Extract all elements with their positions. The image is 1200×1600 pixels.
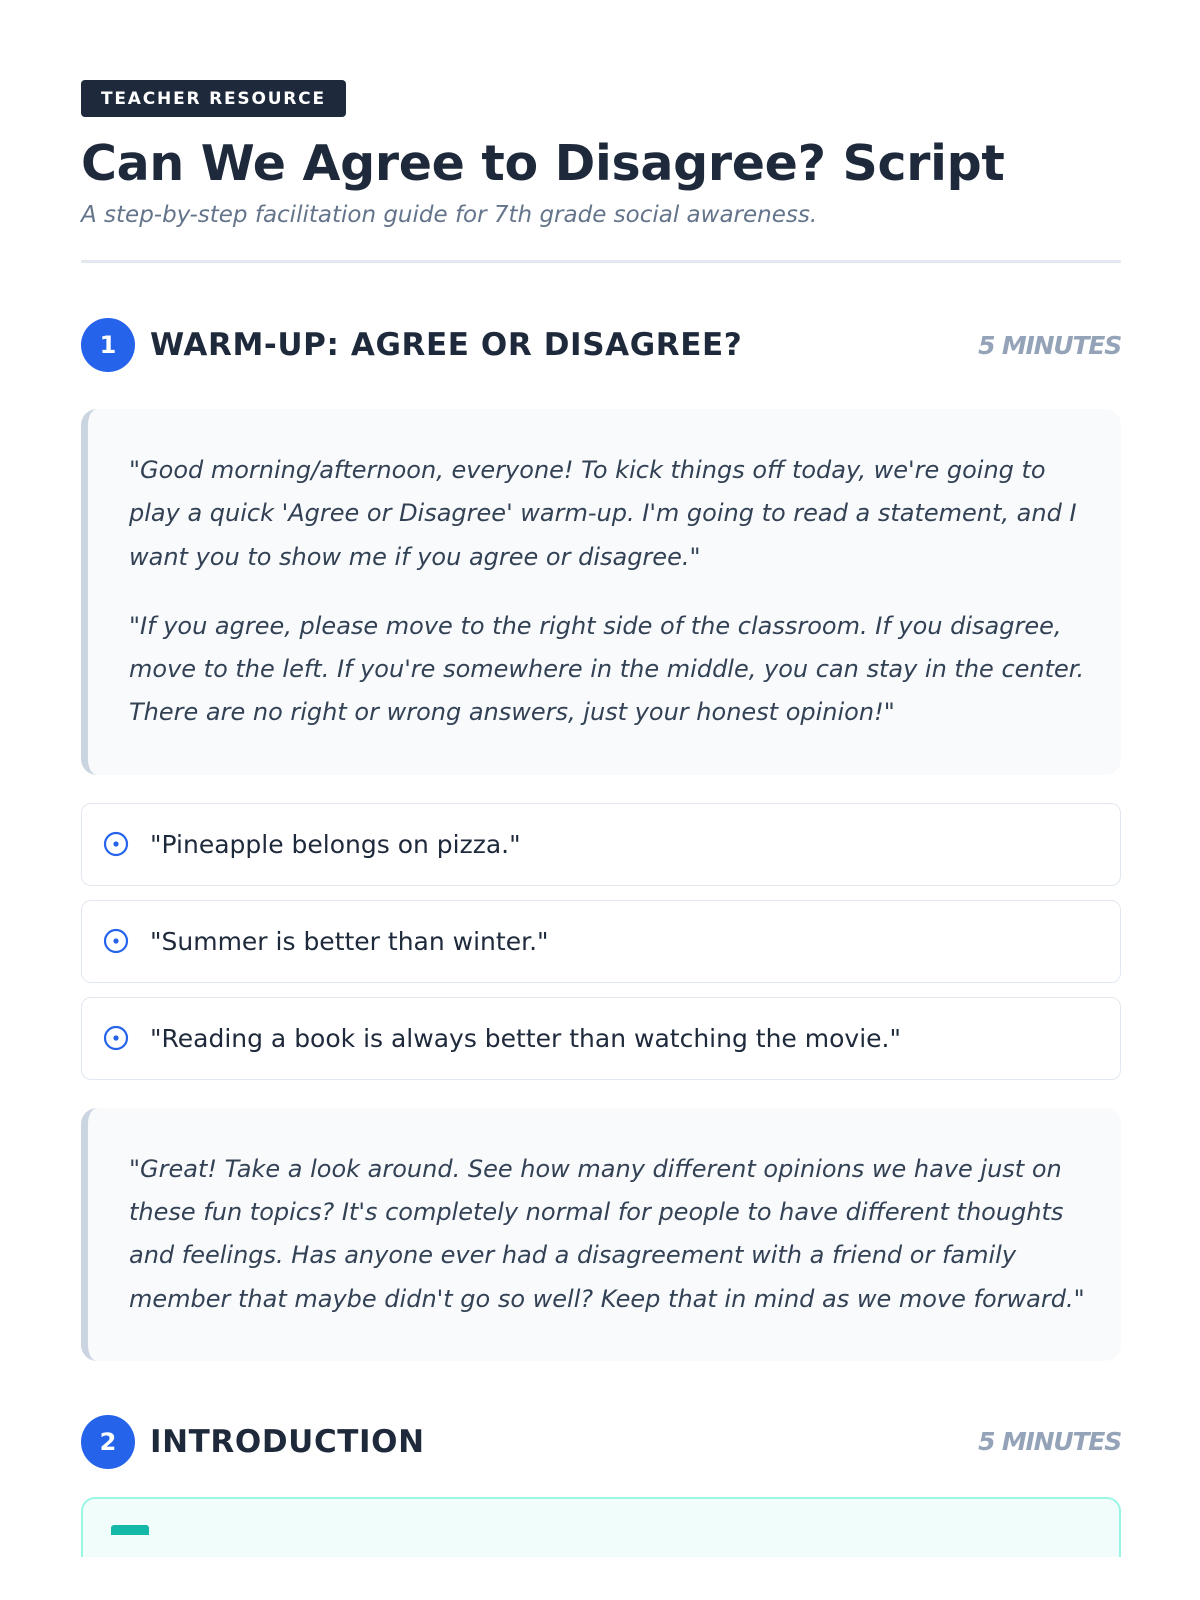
script-paragraph: "If you agree, please move to the right side of the classroom. If you disagree, move to the left. If you're somewhere in the middle, you can stay in the center. There are no right or wrong answers, just your honest opinion!" xyxy=(129,611,1085,727)
statement-text: "Summer is better than winter." xyxy=(150,926,549,956)
content-column xyxy=(81,80,1121,1557)
statement-item xyxy=(81,997,1121,1080)
script-box-intro xyxy=(81,409,1121,775)
statement-text: "Reading a book is always better than watching the movie." xyxy=(150,1023,901,1053)
page-title: Can We Agree to Disagree? Script xyxy=(81,135,1005,192)
section-header-warmup xyxy=(81,318,1121,372)
section-number-badge: 2 xyxy=(81,1415,135,1469)
section-duration: 5 MINUTES xyxy=(978,330,1121,360)
section-title: INTRODUCTION xyxy=(150,1423,425,1460)
section-number-badge: 1 xyxy=(81,318,135,372)
introduction-callout-box xyxy=(81,1497,1121,1557)
target-icon xyxy=(102,927,130,955)
page-subtitle: A step-by-step facilitation guide for 7th grade social awareness. xyxy=(81,202,818,228)
target-icon xyxy=(102,830,130,858)
section-header-introduction xyxy=(81,1415,1121,1469)
script-paragraph: "Great! Take a look around. See how many different opinions we have just on these fun topics? It's completely normal for people to have different thoughts and feelings. Has anyone ever had a disagreement with a friend or family member that maybe didn't go so well? Keep that in mind as we move forward." xyxy=(129,1154,1085,1313)
target-icon xyxy=(102,1024,130,1052)
header-divider xyxy=(81,260,1121,263)
statement-text: "Pineapple belongs on pizza." xyxy=(150,829,521,859)
section-title: WARM-UP: AGREE OR DISAGREE? xyxy=(150,327,743,363)
script-box-outro xyxy=(81,1108,1121,1361)
statement-item xyxy=(81,900,1121,983)
callout-icon xyxy=(111,1525,149,1535)
section-duration: 5 MINUTES xyxy=(978,1427,1121,1457)
script-paragraph: "Good morning/afternoon, everyone! To kick things off today, we're going to play a quick 'Agree or Disagree' warm-up. I'm going to read a statement, and I want you to show me if you agree or disagree." xyxy=(129,456,1077,571)
statement-item xyxy=(81,803,1121,886)
resource-badge: TEACHER RESOURCE xyxy=(81,80,346,117)
